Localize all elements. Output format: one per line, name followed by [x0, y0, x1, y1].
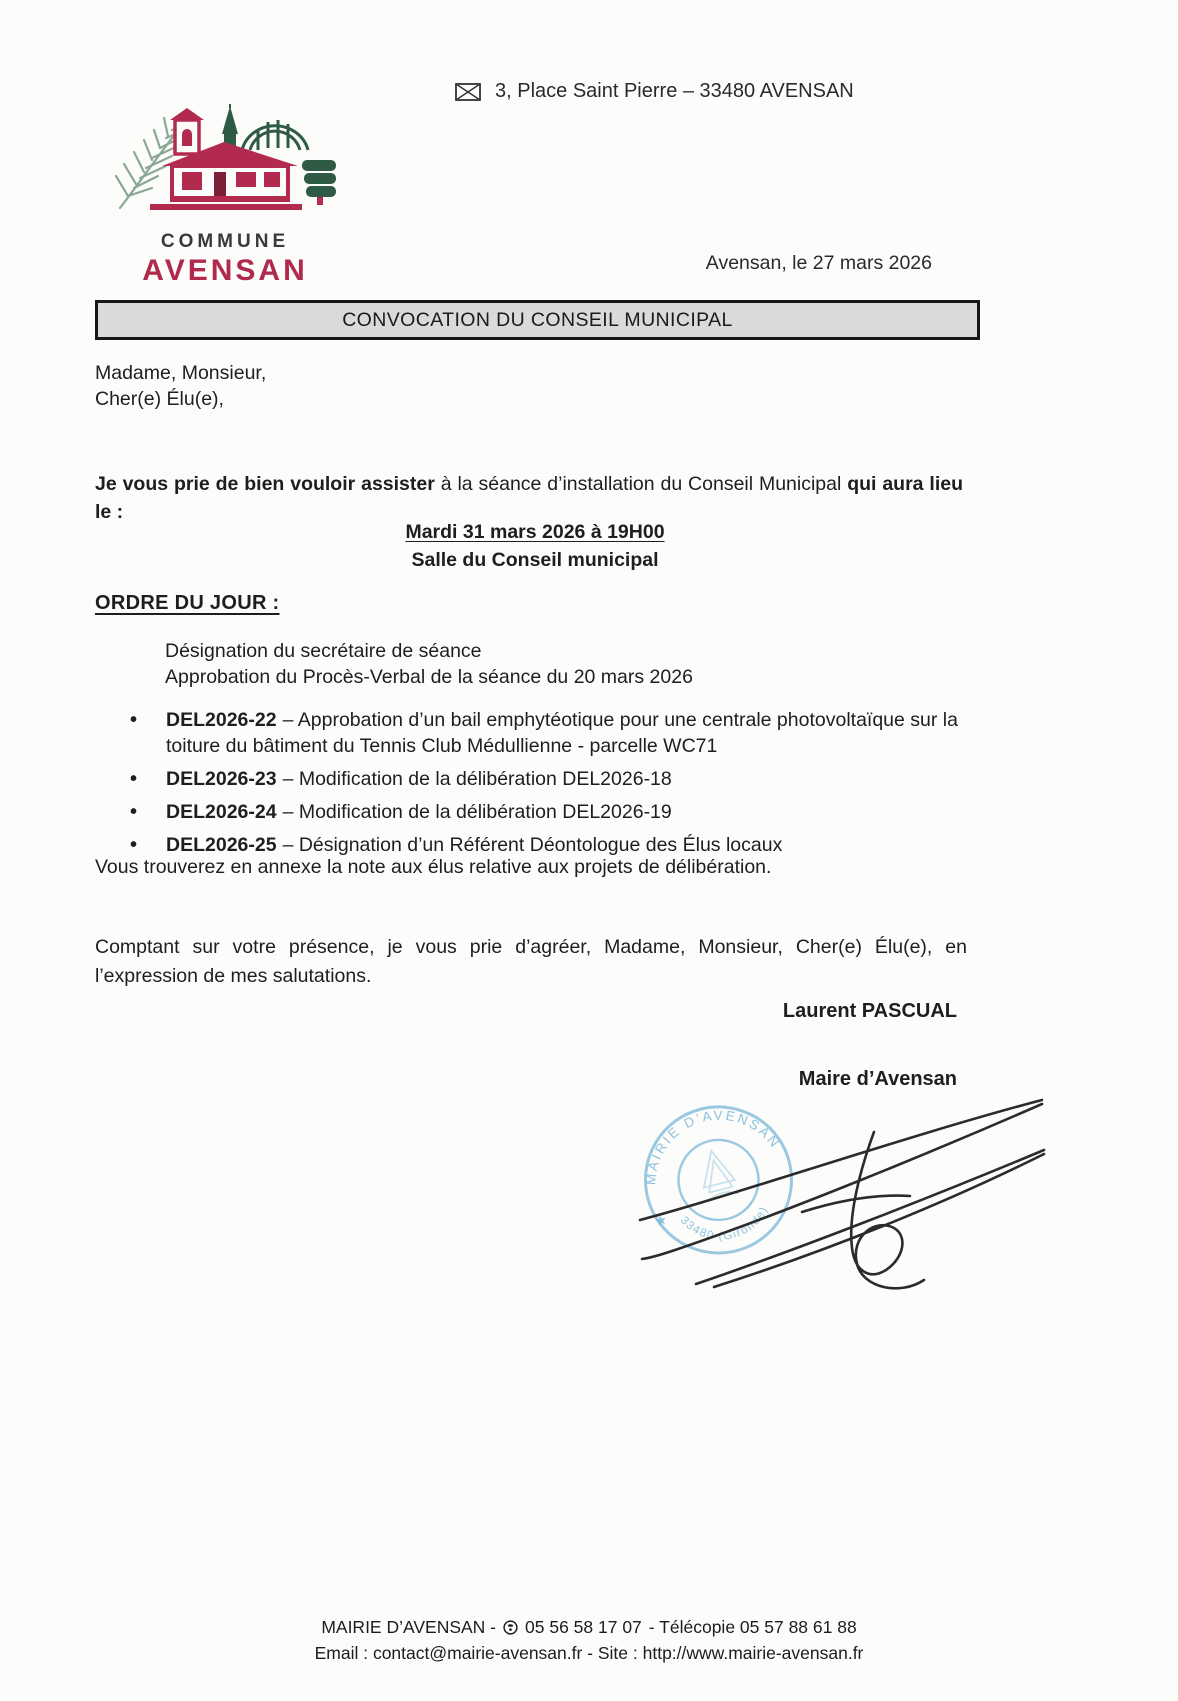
meeting-datetime: Mardi 31 mars 2026 à 19H00 [405, 521, 665, 543]
envelope-icon [455, 83, 481, 101]
church-spire [222, 104, 238, 148]
salutation-line-1: Madame, Monsieur, [95, 362, 267, 384]
dateline: Avensan, le 27 mars 2026 [705, 252, 932, 274]
bell-tower [170, 108, 204, 154]
agenda-item-code: DEL2026-25 [166, 834, 277, 856]
footer-org: MAIRIE D’AVENSAN - [321, 1617, 497, 1637]
logo-name-label: AVENSAN [142, 254, 308, 287]
footer-line-1 [0, 1614, 1178, 1640]
agenda-item [118, 832, 970, 858]
signatory-title: Maire d’Avensan [798, 1068, 957, 1090]
handwritten-signature [612, 1086, 1052, 1316]
stamp-top-text: MAIRIE D’AVENSAN [643, 1107, 784, 1186]
commune-logo [112, 104, 338, 288]
closing-paragraph: Comptant sur votre présence, je vous prie d’agréer, Madame, Monsieur, Cher(e) Élu(e), en l’expression de mes salutations. [95, 935, 967, 987]
meeting-location: Salle du Conseil municipal [411, 549, 659, 571]
phone-icon [503, 1620, 518, 1635]
signatory-name: Laurent PASCUAL [782, 1000, 957, 1022]
commune-logo-graphic [112, 104, 338, 222]
footer-phone: 05 56 58 17 07 [525, 1617, 642, 1637]
page-title: CONVOCATION DU CONSEIL MUNICIPAL [342, 308, 733, 331]
agenda-item-code: DEL2026-24 [166, 801, 277, 823]
trees [302, 160, 336, 205]
intro-bold-end: qui aura lieu le : [95, 472, 964, 523]
header-address [455, 80, 854, 103]
agenda-list [118, 707, 970, 865]
salutation-line-2: Cher(e) Élu(e), [95, 388, 224, 410]
footer-line-2: Email : contact@mairie-avensan.fr - Site : http://www.mairie-avensan.fr [314, 1643, 864, 1663]
intro-bold-start: Je vous prie de bien vouloir assister [95, 472, 435, 495]
agenda-item-text: – Approbation d’un bail emphytéotique pour une centrale photovoltaïque sur la toiture du bâtiment du Tennis Club Médullienne - parcelle WC71 [166, 709, 958, 757]
agenda-item-code: DEL2026-23 [166, 768, 277, 790]
dome-arch [242, 120, 308, 150]
agenda-item-text: – Désignation d’un Référent Déontologue des Élus locaux [282, 834, 783, 856]
intro-paragraph [95, 470, 963, 526]
stamp-star: ★ [652, 1210, 669, 1230]
annex-note: Vous trouverez en annexe la note aux élus relative aux projets de délibération. [95, 856, 772, 878]
town-hall-house [150, 142, 302, 210]
logo-commune-label: COMMUNE [160, 231, 290, 252]
intro-middle: à la séance d’installation du Conseil Municipal [434, 472, 848, 495]
agenda-item-text: – Modification de la délibération DEL2026-18 [282, 768, 672, 790]
agenda-item-code: DEL2026-22 [166, 709, 277, 731]
footer-fax: - Télécopie 05 57 88 61 88 [648, 1617, 857, 1637]
agenda-preliminary-1: Désignation du secrétaire de séance [165, 640, 482, 662]
agenda-heading: ORDRE DU JOUR : [95, 592, 280, 614]
agenda-item [118, 766, 970, 792]
title-banner [95, 300, 980, 340]
agenda-item-text: – Modification de la délibération DEL2026-19 [282, 801, 672, 823]
agenda-preliminary-2: Approbation du Procès-Verbal de la séance du 20 mars 2026 [165, 666, 693, 688]
agenda-item [118, 707, 970, 759]
agenda-item [118, 799, 970, 825]
address-text: 3, Place Saint Pierre – 33480 AVENSAN [495, 80, 854, 102]
stamp-bottom-text: 33480 (Gironde) [677, 1204, 771, 1243]
footer [0, 1614, 1178, 1666]
